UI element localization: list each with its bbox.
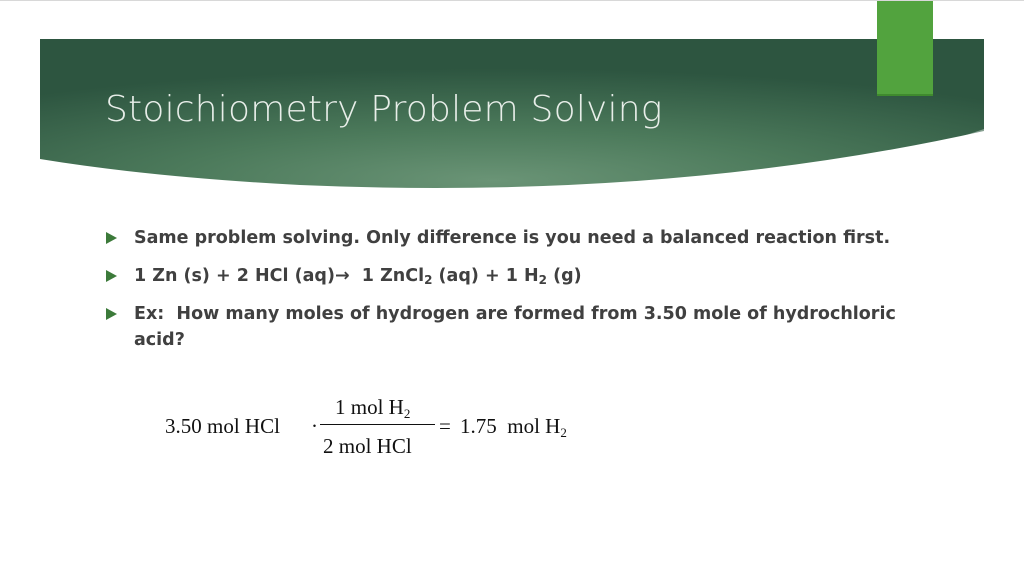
triangle-bullet-icon: [106, 232, 117, 244]
fraction-denominator: 2 mol HCl: [323, 434, 412, 458]
subscript: 2: [424, 273, 433, 287]
bullet-item: [104, 225, 904, 251]
reaction-product-zncl: 1 ZnCl: [349, 266, 425, 286]
stoichiometry-equation: [163, 393, 603, 463]
reaction-product-state: (g): [547, 266, 582, 286]
equation-result: [460, 414, 567, 439]
bullet-item: [104, 301, 904, 353]
bullet-text: Ex: How many moles of hydrogen are formed from 3.50 mole of hydrochloric acid?: [134, 304, 902, 350]
fraction-numerator: [335, 395, 410, 420]
multiply-dot: ·: [311, 414, 318, 438]
equals-sign: =: [439, 414, 451, 438]
fraction-bar: [320, 424, 435, 425]
triangle-bullet-icon: [106, 308, 117, 320]
subscript: 2: [403, 406, 411, 421]
bullet-list: [104, 225, 904, 365]
accent-tab: [877, 1, 933, 96]
arrow-right-icon: →: [334, 266, 350, 286]
equation-given: 3.50 mol HCl: [165, 414, 280, 438]
numerator-text: 1 mol H: [335, 395, 404, 419]
bullet-text: Same problem solving. Only difference is you need a balanced reaction first.: [134, 228, 891, 248]
triangle-bullet-icon: [106, 270, 117, 282]
bullet-item: [104, 263, 904, 289]
reaction-reactants: 1 Zn (s) + 2 HCl (aq): [134, 266, 335, 286]
reaction-product-h: (aq) + 1 H: [432, 266, 539, 286]
slide-title: Stoichiometry Problem Solving: [105, 89, 663, 130]
subscript: 2: [560, 425, 567, 440]
subscript: 2: [538, 273, 547, 287]
result-text: 1.75 mol H: [460, 414, 561, 438]
